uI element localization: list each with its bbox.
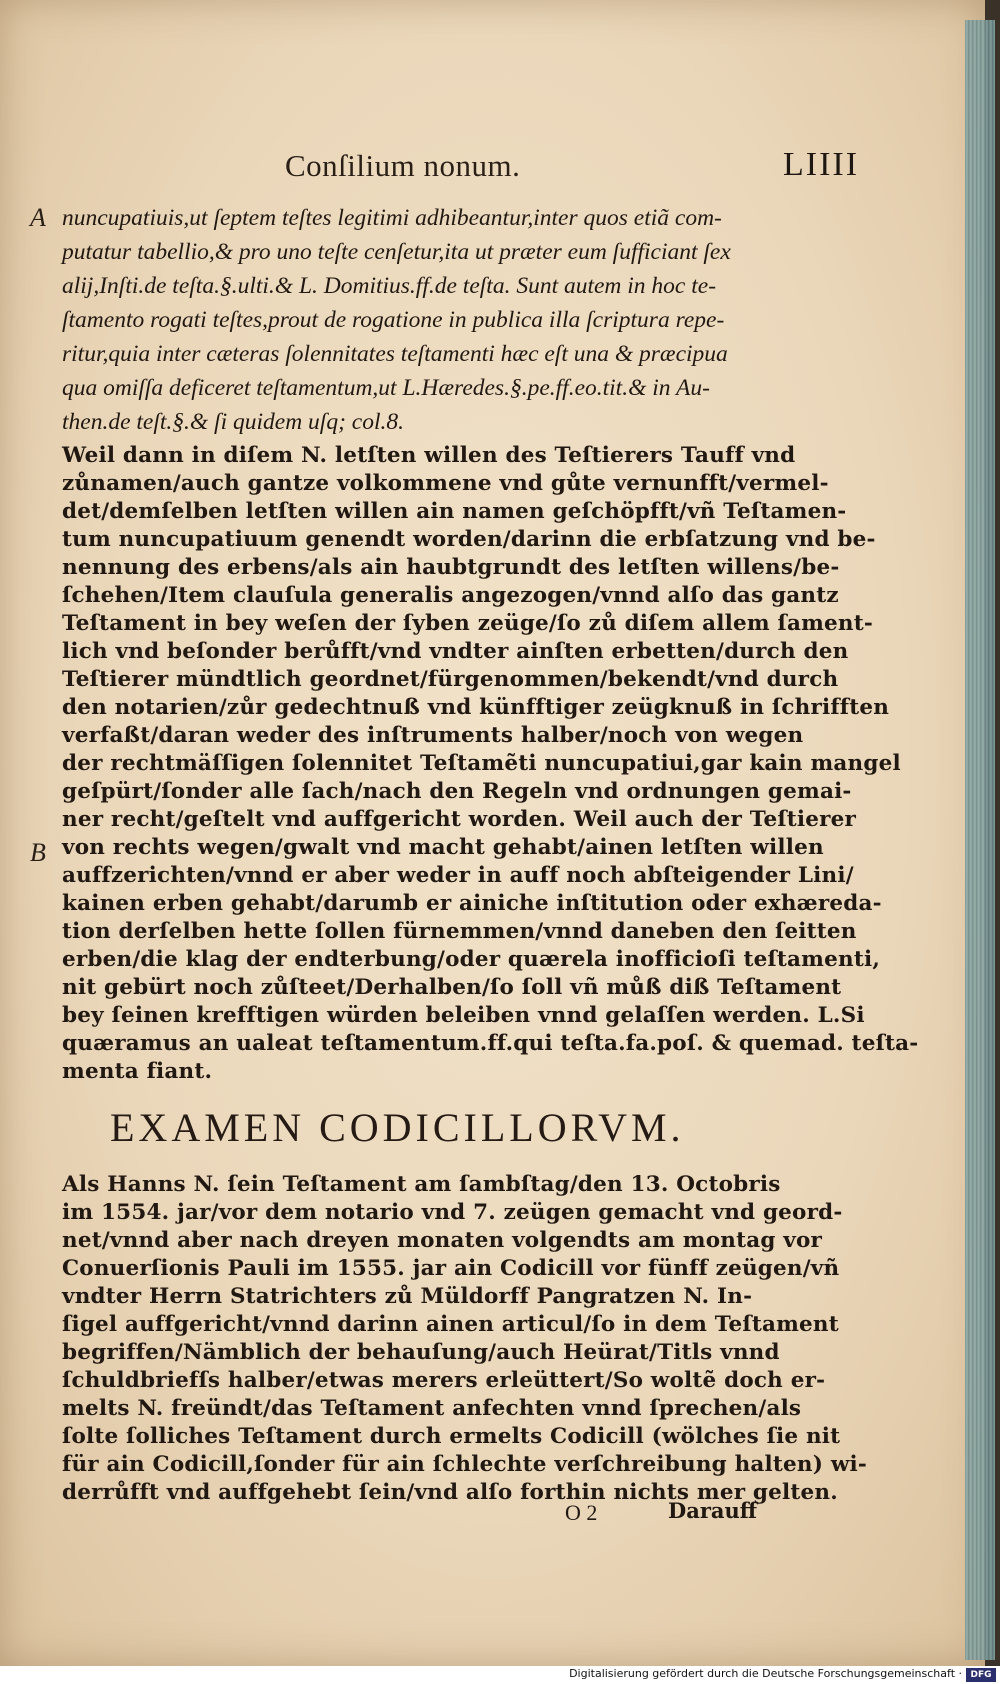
text-line: Teſtierer mündtlich geordnet/fürgenommen/bekendt/vnd durch: [62, 667, 839, 692]
text-line: ritur,quia inter cæteras ſolennitates teſtamenti hæc eſt una & præcipua: [62, 341, 728, 367]
text-line: det/demſelben letſten willen ain namen geſchöpfft/vñ Teſtamen-: [62, 499, 847, 524]
text-line: für ain Codicill,ſonder für ain ſchlechte verſchreibung halten) wi-: [62, 1452, 868, 1477]
margin-letter-b: B: [30, 838, 46, 867]
text-line: quæramus an ualeat teſtamentum.ff.qui teſta.fa.poſ. & quemad. teſta-: [62, 1031, 919, 1056]
text-line: der rechtmäſſigen ſolennitet Teſtamẽti nuncupatiui,gar kain mangel: [62, 751, 901, 776]
text-line: tion derſelben hette ſollen fürnemmen/vnnd daneben den ſeitten: [62, 919, 857, 944]
digitization-footer: [0, 1666, 1000, 1684]
text-line: ſigel auffgericht/vnnd darinn ainen articul/ſo in dem Teſtament: [62, 1312, 839, 1337]
text-line: derrůfft vnd auffgehebt ſein/vnd alſo forthin nichts mer gelten.: [62, 1480, 838, 1505]
text-line: im 1554. jar/vor dem notario vnd 7. zeügen gemacht vnd geord-: [62, 1200, 843, 1225]
text-line: ner recht/geſtelt vnd auffgericht worden. Weil auch der Teſtierer: [62, 807, 857, 832]
text-line: begriffen/Nämblich der behauſung/auch Heürat/Titls vnnd: [62, 1340, 780, 1365]
text-line: ſchuldbriefſs halber/etwas merers erleüttert/So woltẽ doch er-: [62, 1368, 826, 1393]
text-line: ſtamento rogati teſtes,prout de rogatione in publica illa ſcriptura repe-: [62, 307, 725, 333]
text-line: net/vnnd aber nach dreyen monaten volgendts am montag vor: [62, 1228, 823, 1253]
page-fore-edge: [965, 20, 995, 1660]
margin-letter-a: A: [30, 203, 46, 232]
text-line: bey ſeinen krefftigen würden beleiben vnnd gelaſſen werden. L.Si: [62, 1003, 865, 1028]
text-line: then.de teſt.§.& ſi quidem uſq; col.8.: [62, 409, 404, 435]
text-line: Als Hanns N. ſein Teſtament am ſambſtag/den 13. Octobris: [62, 1172, 781, 1197]
text-line: nennung des erbens/als ain haubtgrundt des letſten willens/be-: [62, 555, 840, 580]
text-line: nit gebürt noch zůſteet/Derhalben/ſo ſoll vñ můß diß Teſtament: [62, 975, 842, 1000]
dfg-logo: DFG: [966, 1668, 996, 1682]
text-line: nuncupatiuis,ut ſeptem teſtes legitimi adhibeantur,inter quos etiã com-: [62, 205, 722, 231]
text-line: lich vnd beſonder berůfft/vnd vndter ainſten erbetten/durch den: [62, 639, 849, 664]
text-line: erben/die klag der endterbung/oder quærela inofficioſi teſtamenti,: [62, 947, 881, 972]
text-line: geſpürt/ſonder alle ſach/nach den Regeln vnd ordnungen gemai-: [62, 779, 852, 804]
text-line: Teſtament in bey weſen der ſyben zeüge/ſo zů diſem allem ſament-: [62, 611, 874, 636]
text-line: kainen erben gehabt/darumb er ainiche inſtitution oder exhæreda-: [62, 891, 882, 916]
text-line: putatur tabellio,& pro uno teſte cenſetur,ita ut præter eum ſufficiant ſex: [62, 239, 731, 265]
text-line: melts N. freündt/das Teſtament anfechten vnnd ſprechen/als: [62, 1396, 802, 1421]
text-line: tum nuncupatiuum genendt worden/darinn die erbſatzung vnd be-: [62, 527, 876, 552]
running-head-title: Conſilium nonum.: [285, 148, 521, 183]
text-line: verfaßt/daran weder des inſtruments halber/noch von wegen: [62, 723, 804, 748]
text-line: ſolte ſolliches Teſtament durch ermelts Codicill (wölches ſie nit: [62, 1424, 841, 1449]
text-line: ſchehen/Item clauſula generalis angezogen/vnnd alſo das gantz: [62, 583, 839, 608]
folio-number: LIIII: [783, 146, 860, 183]
text-line: qua omiſſa deficeret teſtamentum,ut L.Hæredes.§.pe.ff.eo.tit.& in Au-: [62, 375, 710, 401]
section-heading: EXAMEN CODICILLORVM.: [110, 1105, 685, 1150]
signature-mark: O 2: [565, 1500, 598, 1525]
catchword: Darauff: [668, 1498, 757, 1523]
text-line: vndter Herrn Statrichters zů Müldorff Pangratzen N. In-: [62, 1284, 753, 1309]
text-line: Conuerſionis Pauli im 1555. jar ain Codicill vor fünff zeügen/vñ: [62, 1256, 840, 1281]
text-line: Weil dann in diſem N. letſten willen des Teſtierers Tauff vnd: [62, 443, 796, 468]
text-line: von rechts wegen/gwalt vnd macht gehabt/ainen letſten willen: [62, 835, 824, 860]
text-line: menta fiant.: [62, 1059, 213, 1084]
text-line: auffzerichten/vnnd er aber weder in auff noch abſteigender Lini/: [62, 863, 854, 888]
text-line: zůnamen/auch gantze volkommene vnd gůte vernunfft/vermel-: [62, 471, 829, 496]
footer-credit: Digitalisierung gefördert durch die Deutsche Forschungsgemeinschaft ·: [569, 1667, 962, 1680]
text-line: den notarien/zůr gedechtnuß vnd künfftiger zeügknuß in ſchrifften: [62, 695, 890, 720]
text-line: alij,Inſti.de teſta.§.ulti.& L. Domitius.ff.de teſta. Sunt autem in hoc te-: [62, 273, 717, 299]
